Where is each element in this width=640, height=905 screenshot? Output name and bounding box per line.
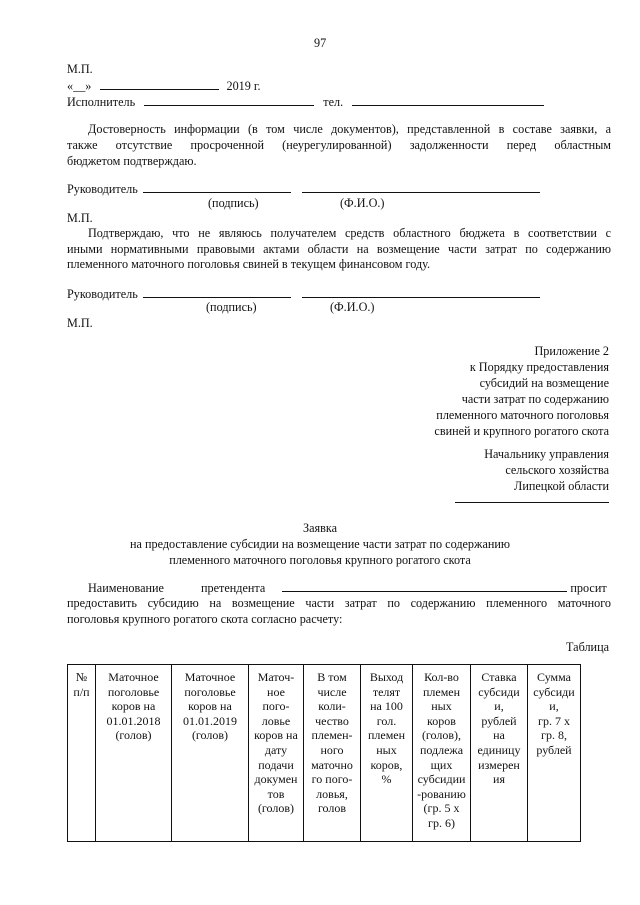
addressee-line: Липецкой области — [514, 479, 609, 493]
signature-blank-line — [143, 286, 291, 298]
date-year: 2019 г. — [226, 79, 261, 93]
confirm1-line2: также отсутствие просроченной (неурегулированной) задолженности перед областным — [67, 138, 611, 152]
table-header-row — [68, 665, 581, 842]
stamp-place-label: М.П. — [67, 211, 93, 225]
signature-caption: (подпись) — [206, 300, 257, 314]
signature-blank-line — [143, 181, 291, 193]
asks-label: просит — [570, 581, 607, 595]
document-subtitle-line2: племенного маточного поголовья крупного рогатого скота — [169, 553, 471, 567]
table-header-cell: В том числе коли- чество племен- ного маточно го пого- ловья, голов — [304, 665, 361, 842]
confirm2-line3: племенного маточного поголовья свиней в текущем финансовом году. — [67, 257, 431, 271]
confirm1-line1: Достоверность информации (в том числе документов), представленной в составе заявки, а — [88, 122, 611, 136]
executor-label: Исполнитель — [67, 95, 136, 109]
head-label: Руководитель — [67, 182, 138, 196]
signature-caption: (подпись) — [208, 196, 259, 210]
table-header-cell: Маточное поголовье коров на 01.01.2018 (голов) — [96, 665, 172, 842]
claimant-blank-line — [282, 580, 567, 592]
request-row — [88, 580, 607, 596]
name-label: Наименование — [88, 581, 164, 595]
appendix-line: Приложение 2 — [534, 344, 609, 358]
fio-caption: (Ф.И.О.) — [340, 196, 385, 210]
addressee-line: Начальнику управления — [484, 447, 609, 461]
date-open: «__» — [67, 79, 92, 93]
head-signature-row — [67, 286, 540, 302]
phone-blank-line — [352, 94, 544, 106]
confirm1-line3: бюджетом подтверждаю. — [67, 154, 197, 168]
claimant-label: претендента — [200, 581, 266, 595]
date-blank-line — [100, 78, 219, 90]
stamp-place-label: М.П. — [67, 316, 93, 330]
table-header-cell: Сумма субсиди и, гр. 7 х гр. 8, рублей — [528, 665, 581, 842]
table-header-cell: Ставка субсиди и, рублей на единицу измерен ия — [471, 665, 528, 842]
table-header-cell: Выход телят на 100 гол. племен ных коров, % — [361, 665, 413, 842]
appendix-line: части затрат по содержанию — [461, 392, 609, 406]
date-row — [67, 78, 261, 94]
head-label: Руководитель — [67, 287, 138, 301]
table-label: Таблица — [566, 640, 609, 654]
request-line3: поголовья крупного рогатого скота согласно расчету: — [67, 612, 343, 626]
page-number: 97 — [314, 36, 327, 50]
addressee-line: сельского хозяйства — [505, 463, 609, 477]
fio-blank-line — [302, 286, 540, 298]
calculation-table — [67, 664, 581, 842]
confirm2-line1: Подтверждаю, что не являюсь получателем средств областного бюджета в соответствии с — [88, 226, 611, 240]
appendix-line: племенного маточного поголовья — [436, 408, 609, 422]
stamp-place-label: М.П. — [67, 62, 93, 76]
appendix-line: свиней и крупного рогатого скота — [434, 424, 609, 438]
table-header-cell: Кол-во племен ных коров (голов), подлежа щих субсидии -рованию (гр. 5 х гр. 6) — [413, 665, 471, 842]
fio-blank-line — [302, 181, 540, 193]
document-heading: Заявка — [302, 521, 338, 535]
confirm2-line2: иными нормативными правовыми актами области на возмещение части затрат по содержанию — [67, 242, 611, 256]
table-header-cell: Маточ- ное пого- ловье коров на дату подачи докумен тов (голов) — [249, 665, 304, 842]
document-subtitle-line1: на предоставление субсидии на возмещение части затрат по содержанию — [129, 537, 510, 551]
table-header-cell: № п/п — [68, 665, 96, 842]
fio-caption: (Ф.И.О.) — [330, 300, 375, 314]
executor-row — [67, 94, 544, 110]
appendix-line: к Порядку предоставления — [469, 360, 609, 374]
phone-label: тел. — [323, 95, 344, 109]
table-header-cell: Маточное поголовье коров на 01.01.2019 (голов) — [172, 665, 249, 842]
head-signature-row — [67, 181, 540, 197]
addressee-blank-line — [455, 502, 609, 503]
appendix-line: субсидий на возмещение — [479, 376, 609, 390]
executor-blank-line — [144, 94, 314, 106]
request-line2: предоставить субсидию на возмещение части затрат по содержанию племенного маточного — [67, 596, 611, 610]
